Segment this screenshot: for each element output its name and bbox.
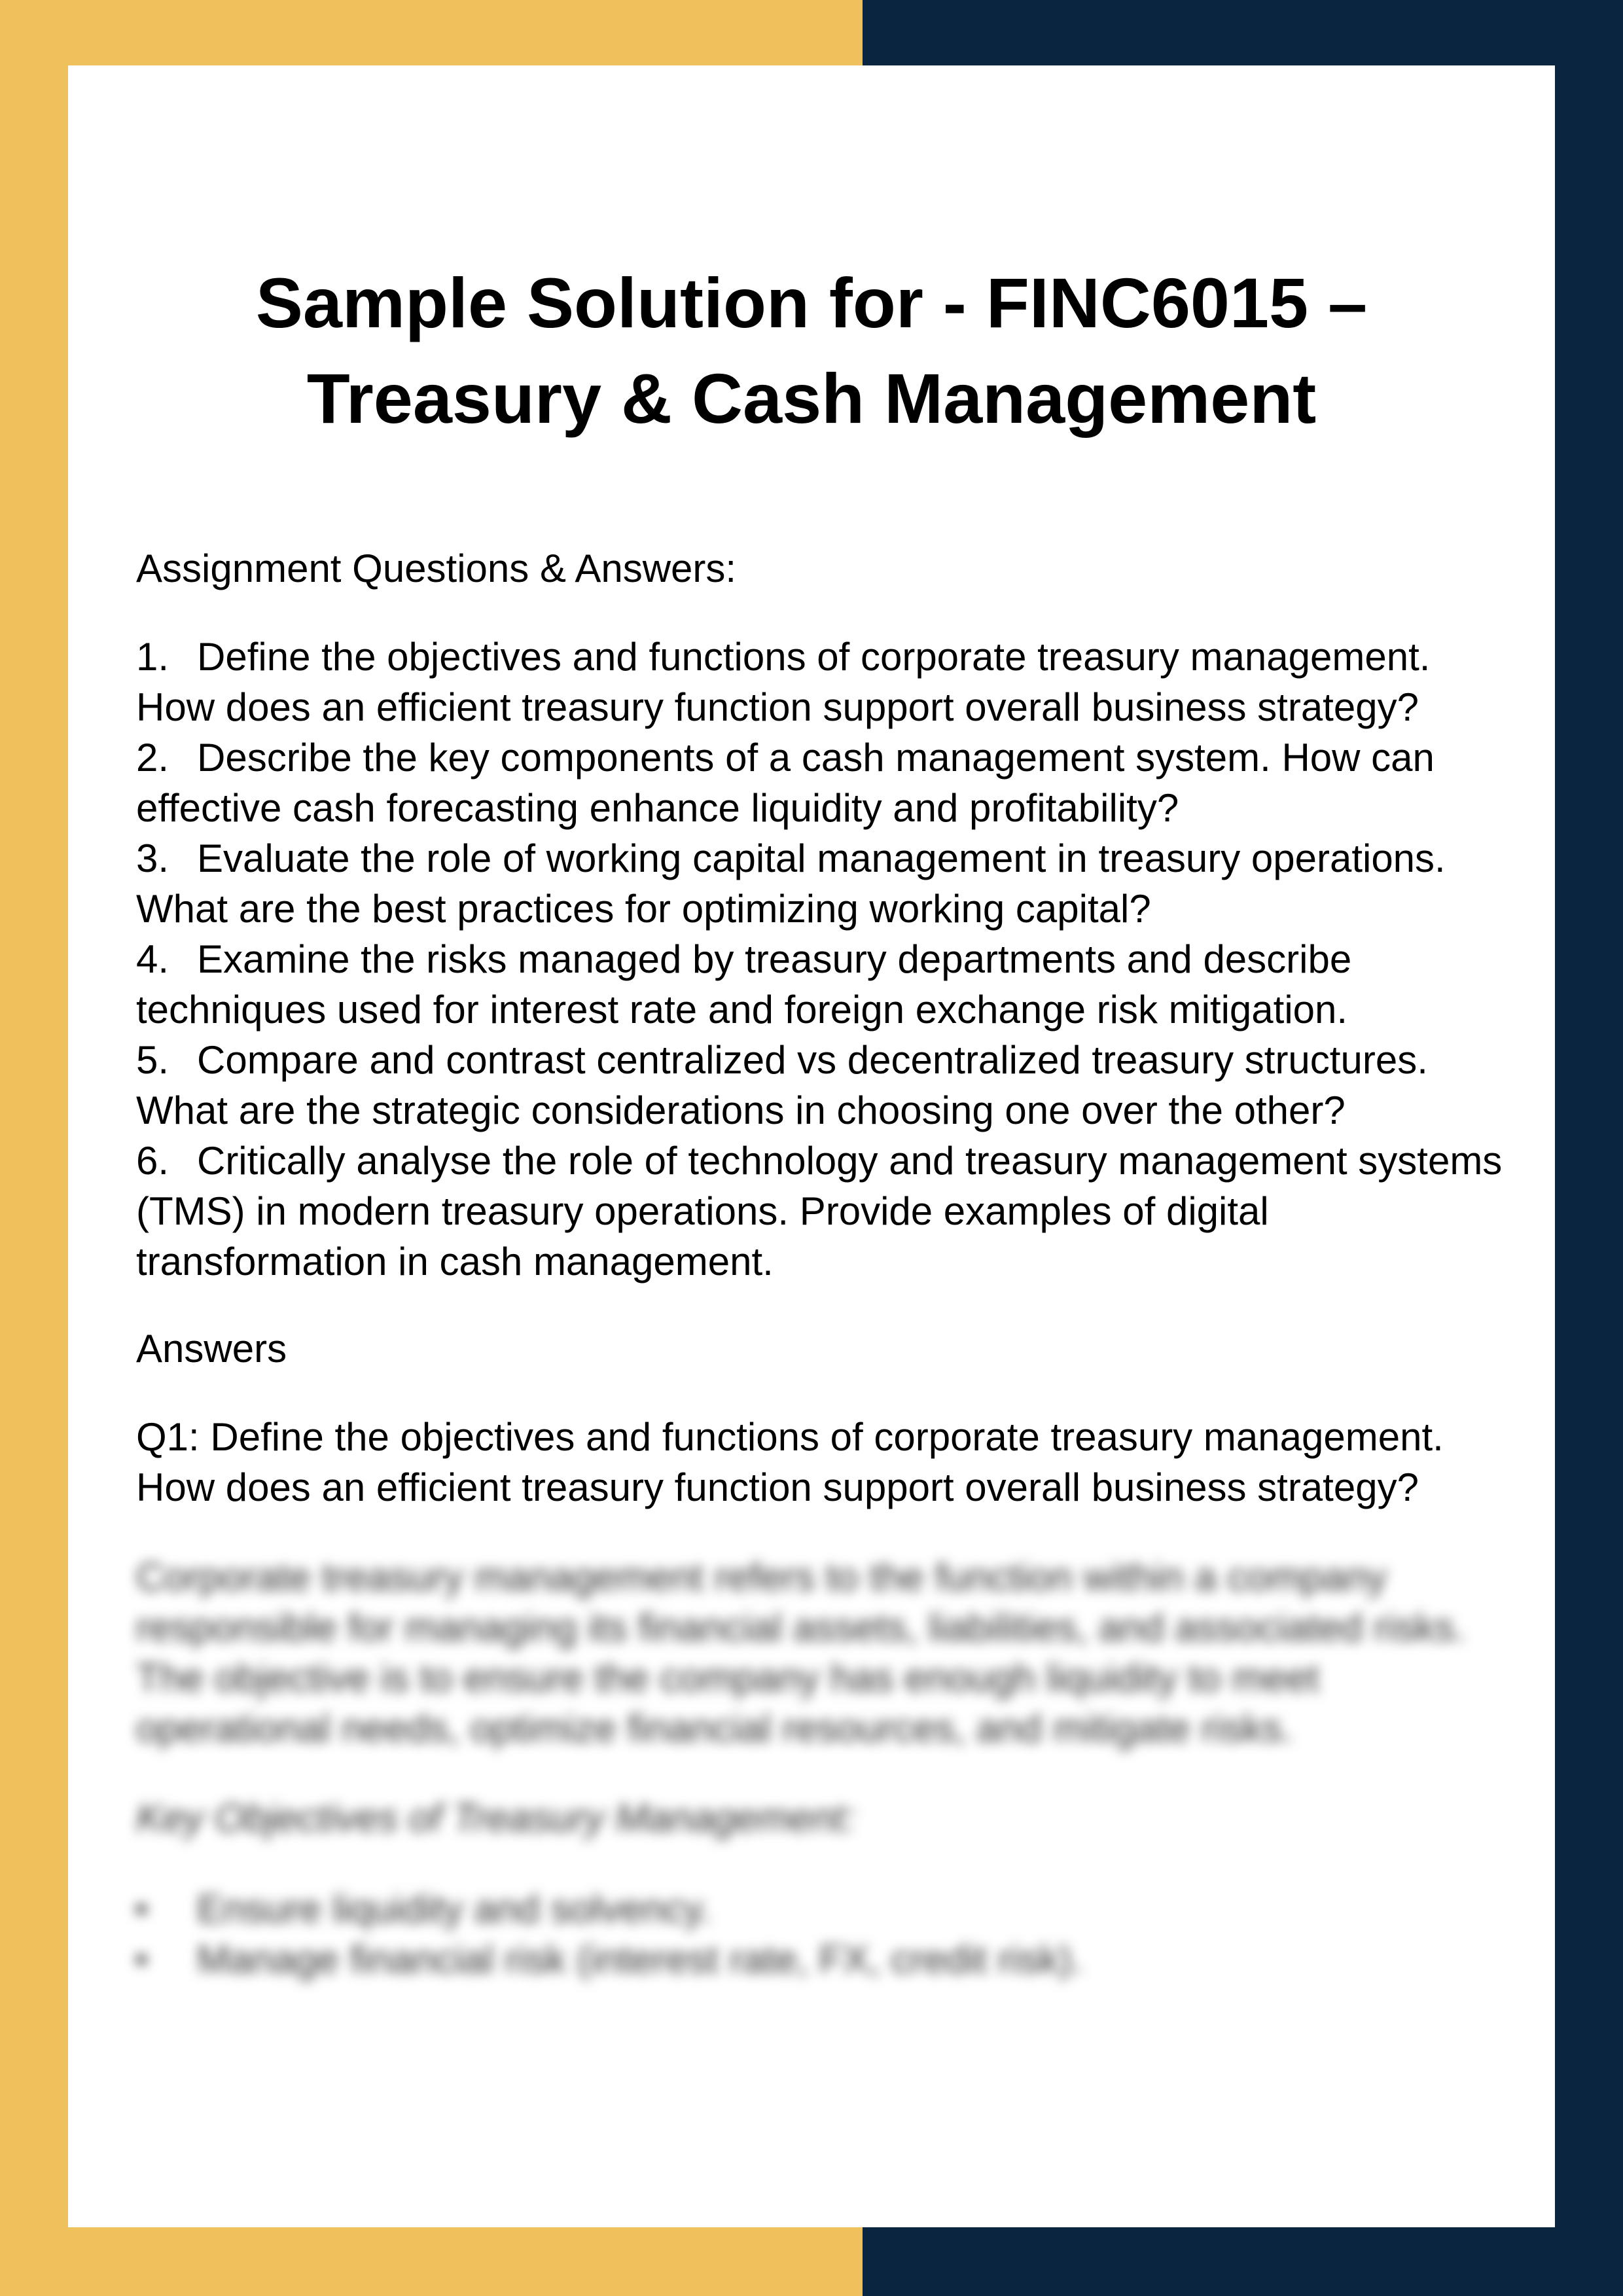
question-item xyxy=(136,833,1504,934)
question-number: 5. xyxy=(136,1038,169,1082)
question-item xyxy=(136,632,1504,732)
question-text: Describe the key components of a cash management system. How can effective cash forecasting enhance liquidity and profitability? xyxy=(136,736,1435,830)
document-title xyxy=(68,255,1555,446)
q1-heading: Q1: Define the objectives and functions of corporate treasury management. How does an efficient treasury function support overall business strategy? xyxy=(136,1415,1444,1509)
question-text: Define the objectives and functions of corporate treasury management. How does an efficient treasury function support overall business strategy? xyxy=(136,635,1431,729)
question-item xyxy=(136,732,1504,833)
list-item xyxy=(136,1884,1504,1934)
question-text: Evaluate the role of working capital management in treasury operations. What are the best practices for optimizing working capital? xyxy=(136,836,1446,931)
objective-text: Manage financial risk (interest rate, FX, credit risk). xyxy=(197,1937,1083,1981)
bullet-icon xyxy=(136,1954,147,1965)
question-text: Compare and contrast centralized vs decentralized treasury structures. What are the strategic considerations in choosing one over the other? xyxy=(136,1038,1428,1132)
question-number: 6. xyxy=(136,1139,169,1183)
question-text: Critically analyse the role of technology and treasury management systems (TMS) in modern treasury operations. Provide examples of digital transformation in cash management. xyxy=(136,1139,1503,1283)
document-body xyxy=(136,543,1504,1984)
question-item xyxy=(136,1035,1504,1136)
questions-heading: Assignment Questions & Answers: xyxy=(136,547,737,590)
question-list xyxy=(136,632,1504,1287)
q1-answer-paragraph: Corporate treasury management refers to the function within a company responsible for managing its financial assets, liabilities, and associated risks. The objective is to ensure the company has enough liquidity to meet operational needs, optimize financial resources, and mitigate risks. xyxy=(136,1555,1466,1750)
list-item xyxy=(136,1934,1504,1984)
answers-heading: Answers xyxy=(136,1327,287,1371)
question-item xyxy=(136,1136,1504,1287)
blurred-answer-preview xyxy=(136,1552,1504,1984)
title-line-1: Sample Solution for - FINC6015 – xyxy=(255,263,1368,342)
title-line-2: Treasury & Cash Management xyxy=(306,359,1317,438)
question-number: 1. xyxy=(136,635,169,679)
objectives-subheading: Key Objectives of Treasury Management: xyxy=(136,1796,856,1840)
question-item xyxy=(136,934,1504,1035)
objective-text: Ensure liquidity and solvency. xyxy=(197,1887,711,1931)
bullet-icon xyxy=(136,1904,147,1914)
question-text: Examine the risks managed by treasury departments and describe techniques used for interest rate and foreign exchange risk mitigation. xyxy=(136,937,1352,1031)
question-number: 2. xyxy=(136,736,169,780)
objectives-list xyxy=(136,1884,1504,1984)
document-page xyxy=(68,65,1555,2227)
question-number: 4. xyxy=(136,937,169,981)
question-number: 3. xyxy=(136,836,169,880)
